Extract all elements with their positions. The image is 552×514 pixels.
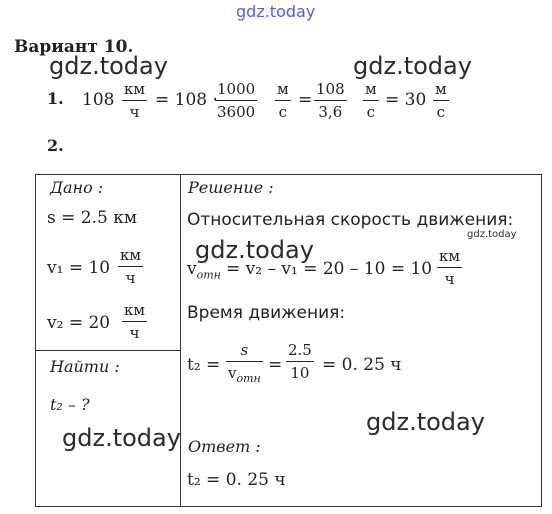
- unit-denominator: ч: [444, 270, 455, 288]
- fraction-denominator: 3600: [217, 103, 256, 121]
- time-formula-fraction: [226, 341, 263, 385]
- task1-number: 1.: [47, 89, 64, 108]
- watermark: gdz.today: [62, 424, 181, 452]
- t-result: = 0. 25 ч: [322, 355, 402, 375]
- watermark: gdz.today: [195, 236, 314, 264]
- conversion-fraction: [215, 80, 257, 121]
- time-text: Время движения:: [187, 303, 346, 323]
- answer-label: Ответ :: [188, 437, 261, 456]
- unit-kmh-fraction: [122, 301, 147, 342]
- relative-speed-text: Относительная скорость движения:: [187, 210, 514, 230]
- fraction-denominator: 10: [290, 364, 310, 382]
- unit-numerator: км: [124, 301, 146, 319]
- unit-kmh-fraction: [118, 246, 143, 287]
- v-rel-lhs: [187, 259, 221, 281]
- unit-numerator: м: [365, 80, 377, 98]
- unit-kmh-fraction: [122, 80, 147, 121]
- t-eq: =: [268, 355, 283, 375]
- unit-denominator: с: [278, 103, 288, 121]
- fraction-numerator: 2.5: [288, 341, 312, 359]
- v-subscript: отн: [236, 372, 261, 385]
- find-label: Найти :: [50, 357, 120, 376]
- unit-denominator: ч: [129, 324, 140, 342]
- simplified-fraction: [314, 80, 347, 121]
- fraction-denominator: 3,6: [318, 103, 343, 121]
- given-s: s = 2.5 км: [47, 208, 138, 228]
- v-rel-subscript: отн: [196, 268, 221, 282]
- unit-numerator: м: [277, 80, 289, 98]
- unit-numerator: км: [124, 80, 146, 98]
- fraction-numerator: 1000: [217, 80, 256, 98]
- watermark-small: gdz.today: [467, 229, 517, 240]
- task1-eq2: =: [298, 90, 313, 110]
- solution-label: Решение :: [188, 178, 274, 197]
- v-rel-symbol: v: [187, 259, 197, 279]
- page-title: Вариант 10.: [14, 37, 134, 57]
- unit-denominator: ч: [129, 103, 140, 121]
- watermark: gdz.today: [366, 408, 485, 436]
- t2-lhs: t₂ =: [187, 355, 221, 375]
- answer-value: t₂ = 0. 25 ч: [187, 470, 286, 490]
- unit-ms-fraction: [275, 80, 291, 121]
- v-rel-expression: = v₂ – v₁ = 20 – 10 = 10: [226, 259, 433, 279]
- unit-denominator: ч: [125, 269, 136, 287]
- given-label: Дано :: [50, 178, 104, 197]
- task1-lhs: 108: [82, 90, 115, 110]
- unit-ms-fraction: [363, 80, 379, 121]
- watermark: gdz.today: [49, 52, 168, 80]
- given-find-divider: [35, 350, 180, 351]
- task2-number: 2.: [47, 136, 64, 155]
- task1-eq3: = 30: [385, 90, 427, 110]
- v-symbol: v: [228, 364, 237, 382]
- find-value: t₂ – ?: [50, 395, 90, 414]
- unit-denominator: с: [366, 103, 376, 121]
- unit-kmh-fraction: [437, 247, 462, 288]
- fraction-numerator: 108: [316, 80, 345, 98]
- fraction-denominator: [226, 364, 263, 385]
- fraction-numerator: s: [240, 341, 249, 359]
- unit-numerator: м: [435, 80, 447, 98]
- unit-numerator: км: [120, 246, 142, 264]
- watermark-top: gdz.today: [236, 2, 316, 21]
- watermark: gdz.today: [353, 52, 472, 80]
- unit-denominator: с: [436, 103, 446, 121]
- given-v1: v₁ = 10: [47, 258, 111, 278]
- task1-eq1: = 108 ·: [155, 90, 218, 110]
- unit-numerator: км: [439, 247, 461, 265]
- time-value-fraction: [286, 341, 314, 382]
- given-v2: v₂ = 20: [47, 313, 111, 333]
- unit-ms-fraction: [433, 80, 449, 121]
